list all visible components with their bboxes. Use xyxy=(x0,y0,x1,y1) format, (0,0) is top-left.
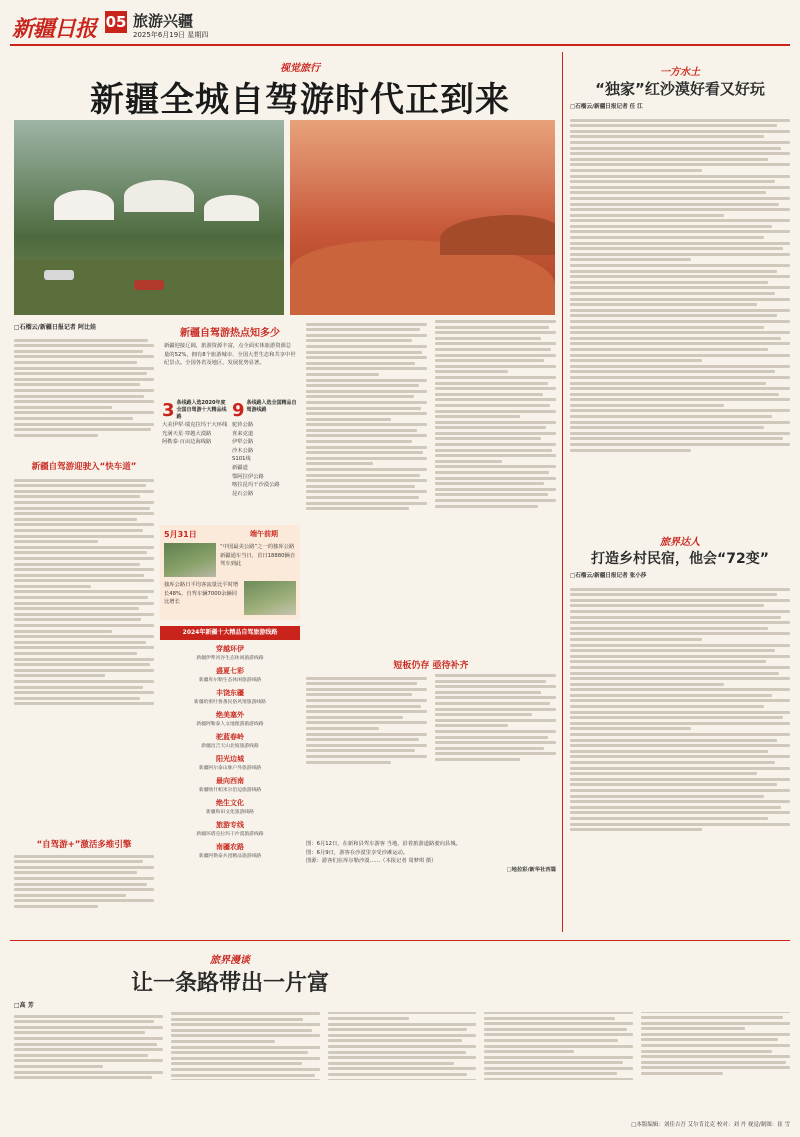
road-photo-1 xyxy=(164,543,216,577)
main-body-col3b xyxy=(306,674,556,834)
right-top-body xyxy=(570,116,790,518)
stat1-label: 条线路入选2020年度全国自驾游十大精品线路 xyxy=(176,400,227,420)
caption-2: 图：6月9日，游客在沙漠里享受沙滩运动。 xyxy=(306,849,409,856)
masthead xyxy=(10,8,790,44)
subhead-multi-engine: “自驾游+”激活多维引擎 xyxy=(36,840,132,850)
photo-right-desert xyxy=(290,120,555,315)
bottom-section-rule xyxy=(10,940,790,941)
date-b: 端午前期 xyxy=(250,530,278,538)
column-divider xyxy=(562,52,563,932)
main-body-col1b xyxy=(14,476,154,832)
road-photo-2 xyxy=(244,581,296,615)
main-body-col1 xyxy=(14,336,154,456)
masthead-rule xyxy=(10,44,790,46)
stat2-item: 新疆道 xyxy=(232,464,248,471)
stat2-item: 昆石公路 xyxy=(232,490,254,497)
date-a: 5月31日 xyxy=(164,530,197,539)
stat1-item: 光满天星·穿越大漠路 xyxy=(162,430,212,437)
page-number: 05 xyxy=(105,13,127,31)
right-top-kicker: 一方水土 xyxy=(660,67,700,78)
page-footer: □本版编辑：刘佳吉吾 艾尔肯比克 校对：刘 丹 视觉/制图：崔 雪 xyxy=(631,1122,790,1128)
route-item: 阳光边城 新疆阿尔泰山脉户外旅游线路 xyxy=(198,755,262,771)
main-headline: 新疆全城自驾游时代正到来 xyxy=(90,80,510,120)
route-item: 最向西南 新疆喀什帕米尔沿边旅游线路 xyxy=(198,777,262,793)
stat2-item: 喀拉昆玛干沙漠公路 xyxy=(232,482,280,489)
photo-credit: □地拉彩/新华社西篇 xyxy=(506,866,556,873)
right-bottom-body xyxy=(570,585,790,930)
section-title: 旅游兴疆 xyxy=(133,12,194,30)
stat-block-1 xyxy=(162,400,228,447)
route-item: 旅游专线 新疆环塔克拉玛干沙漠旅游线路 xyxy=(196,821,264,837)
route-item: 丰饶东疆 新疆哈密吐鲁番民俗风情旅游线路 xyxy=(194,689,266,705)
stat2-item: 伊犁公路 xyxy=(232,439,254,446)
issue-date: 2025年6月19日 星期四 xyxy=(133,31,209,39)
stat1-item: 阿勒泰·百亩边海线路 xyxy=(162,439,212,446)
infographic-title: 新疆自驾游热点知多少 xyxy=(180,328,280,339)
stat2-item: 沙木公路 xyxy=(232,447,254,454)
stat1-number: 3 xyxy=(162,400,175,421)
stat2-item: 喜来克道 xyxy=(232,430,254,437)
photo-left-campsite xyxy=(14,120,284,315)
kicker-label: 视觉旅行 xyxy=(280,63,320,74)
routes-header xyxy=(160,626,300,640)
route-item: 绝生文化 新疆和田文化旅游线路 xyxy=(206,799,254,815)
date-b-text: 独库公路日平均客流量比平时增长48%，自驾车辆7000余辆同比增长 xyxy=(164,582,239,606)
route-item: 驼蓝春岭 新疆昌吉天山北坡旅游线路 xyxy=(201,733,259,749)
routes-list xyxy=(160,644,300,864)
main-body-col1c xyxy=(14,852,154,932)
right-bottom-kicker: 旅界达人 xyxy=(660,537,700,548)
main-body-col3 xyxy=(306,320,556,650)
stat2-item: 鄂阿拉伊公路 xyxy=(232,473,264,480)
subhead-fast-lane: 新疆自驾游迎驶入“快车道” xyxy=(31,462,137,472)
newspaper-logo: 新疆日报 xyxy=(12,16,97,42)
stat-block-2 xyxy=(232,400,298,498)
stat2-item: 驼铃公路 xyxy=(232,422,254,428)
route-item: 南疆农路 新疆阿勒泰兵团精品旅游线路 xyxy=(198,843,262,859)
bottom-body xyxy=(14,1012,790,1114)
right-bottom-byline: □石榴云/新疆日报记者 张小莎 xyxy=(570,573,647,579)
routes-title: 2024年新疆十大精品自驾旅游线路 xyxy=(182,629,278,636)
infographic-intro: 新疆迎接辽阔，旅游资源丰富，点全面实体旅游资源总量的52%，拥有8个旅游城市、全国大型生态和共享中世纪景点。全国各省及地区，发展优势显著。 xyxy=(164,343,296,367)
right-bottom-headline: 打造乡村民宿，他会“72变” xyxy=(591,551,769,567)
photo-byline: □石榴云/新疆日报记者 阿比娃 xyxy=(14,324,96,331)
bottom-byline: □高 芳 xyxy=(14,1002,34,1009)
stat2-number: 9 xyxy=(232,400,245,421)
photo-captions xyxy=(306,840,556,932)
subhead-shortfalls: 短板仍存 亟待补齐 xyxy=(393,661,469,671)
stat1-item: 大美伊犁·瑞克拉玛干大环线 xyxy=(162,422,228,428)
bottom-headline: 让一条路带出一片富 xyxy=(130,971,329,996)
caption-1: 图：6月12日，在新和县驾车游客 当地，沿着旅游道路驶向县城。 xyxy=(306,841,461,847)
infographic-panel xyxy=(160,320,300,932)
caption-3: 图源：游客们在库尔勒沙漠……（本报记者 周梦琪 摄） xyxy=(306,858,437,865)
route-item: 盛夏七彩 新疆库尔勒生态休闲旅游线路 xyxy=(198,667,262,683)
right-top-headline: “独家”红沙漠好看又好玩 xyxy=(595,80,765,98)
stat2-label: 条线路入选全国精品自驾游线路 xyxy=(246,400,297,413)
right-top-byline: □石榴云/新疆日报记者 任 江 xyxy=(570,104,643,110)
route-item: 绝美塞外 新疆阿勒泰人文地理游旅游线路 xyxy=(196,711,264,727)
stat2-item: S101线 xyxy=(232,456,251,463)
bottom-kicker: 旅界漫谈 xyxy=(210,955,250,966)
date-block xyxy=(160,525,300,620)
route-item: 穿越环伊 新疆伊犁河谷生态休闲旅游线路 xyxy=(196,645,264,661)
date-a-text: “中国最美公路”之一的独库公路新疆通车当日，首日18880辆自驾车到此 xyxy=(220,544,296,568)
